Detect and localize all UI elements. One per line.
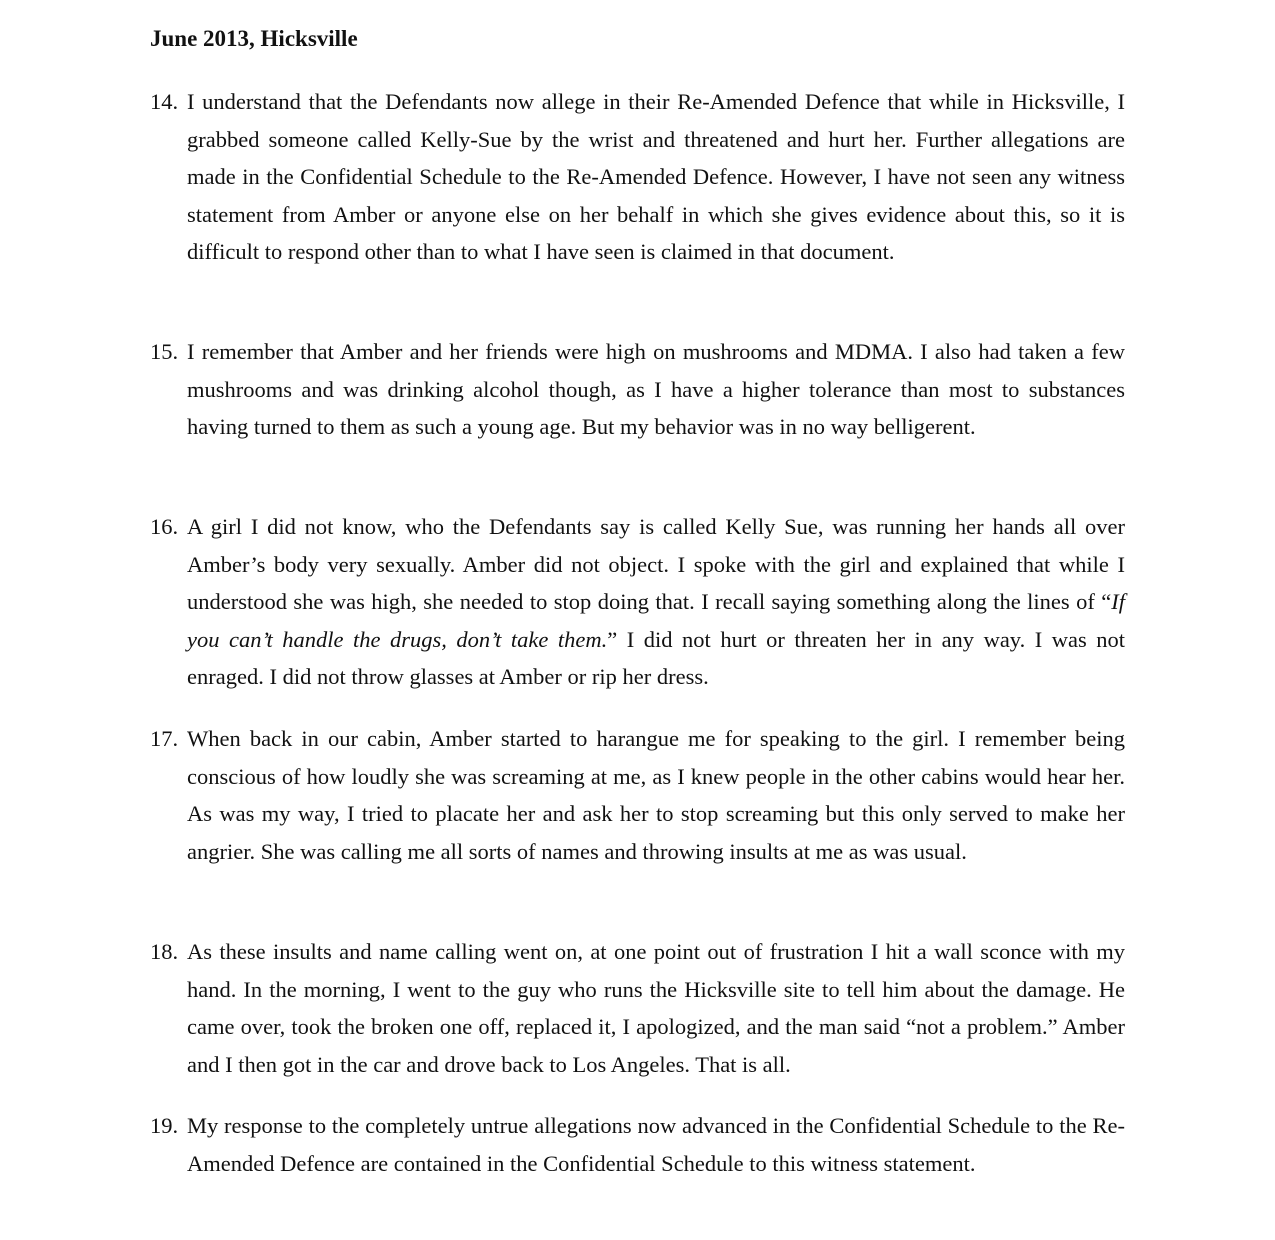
paragraph-18 bbox=[150, 933, 1125, 1083]
paragraph-number: 18. bbox=[150, 939, 179, 964]
paragraph-text: As these insults and name calling went on, at one point out of frustration I hit a wall sconce with my hand. In the morning, I went to the guy who runs the Hicksville site to tell him about the damage. He came over, took the broken one off, replaced it, I apologized, and the man said “not a problem.” Amber and I then got in the car and drove back to Los Angeles. That is all. bbox=[187, 939, 1125, 1077]
paragraph-14 bbox=[150, 83, 1125, 271]
paragraph-16 bbox=[150, 508, 1125, 696]
paragraph-number: 15. bbox=[150, 339, 179, 364]
quoted-italic-text: If you can’t handle the drugs, don’t take them. bbox=[187, 589, 1125, 652]
paragraph-text: I understand that the Defendants now allege in their Re-Amended Defence that while in Hicksville, I grabbed someone called Kelly-Sue by the wrist and threatened and hurt her. Further allegations are made in the Confidential Schedule to the Re-Amended Defence. However, I have not seen any witness statement from Amber or anyone else on her behalf in which she gives evidence about this, so it is difficult to respond other than to what I have seen is claimed in that document. bbox=[187, 89, 1125, 265]
paragraph-text-start: A girl I did not know, who the Defendants say is called Kelly Sue, was running her hands all over Amber’s body very sexually. Amber did not object. I spoke with the girl and explained that while I understood she was high, she needed to stop doing that. I recall saying something along the lines of “ bbox=[187, 514, 1125, 615]
paragraph-text: When back in our cabin, Amber started to harangue me for speaking to the girl. I remember being conscious of how loudly she was screaming at me, as I knew people in the other cabins would hear her. As was my way, I tried to placate her and ask her to stop screaming but this only served to make her angrier. She was calling me all sorts of names and throwing insults at me as was usual. bbox=[187, 726, 1125, 864]
paragraph-19 bbox=[150, 1107, 1125, 1182]
paragraph-17 bbox=[150, 720, 1125, 870]
paragraph-text: My response to the completely untrue allegations now advanced in the Confidential Schedule to the Re-Amended Defence are contained in the Confidential Schedule to this witness statement. bbox=[187, 1113, 1125, 1176]
paragraph-number: 17. bbox=[150, 726, 179, 751]
paragraph-text bbox=[187, 508, 1125, 696]
section-heading: June 2013, Hicksville bbox=[150, 26, 358, 51]
paragraph-number: 16. bbox=[150, 514, 179, 539]
paragraph-number: 19. bbox=[150, 1113, 179, 1138]
paragraph-text-end: ” I did not hurt or threaten her in any way. I was not enraged. I did not throw glasses at Amber or rip her dress. bbox=[187, 626, 1125, 690]
paragraph-text: I remember that Amber and her friends were high on mushrooms and MDMA. I also had taken a few mushrooms and was drinking alcohol though, as I have a higher tolerance than most to substances having turned to them as such a young age. But my behavior was in no way belligerent. bbox=[187, 339, 1125, 440]
paragraph-number: 14. bbox=[150, 89, 179, 114]
paragraph-15 bbox=[150, 333, 1125, 446]
